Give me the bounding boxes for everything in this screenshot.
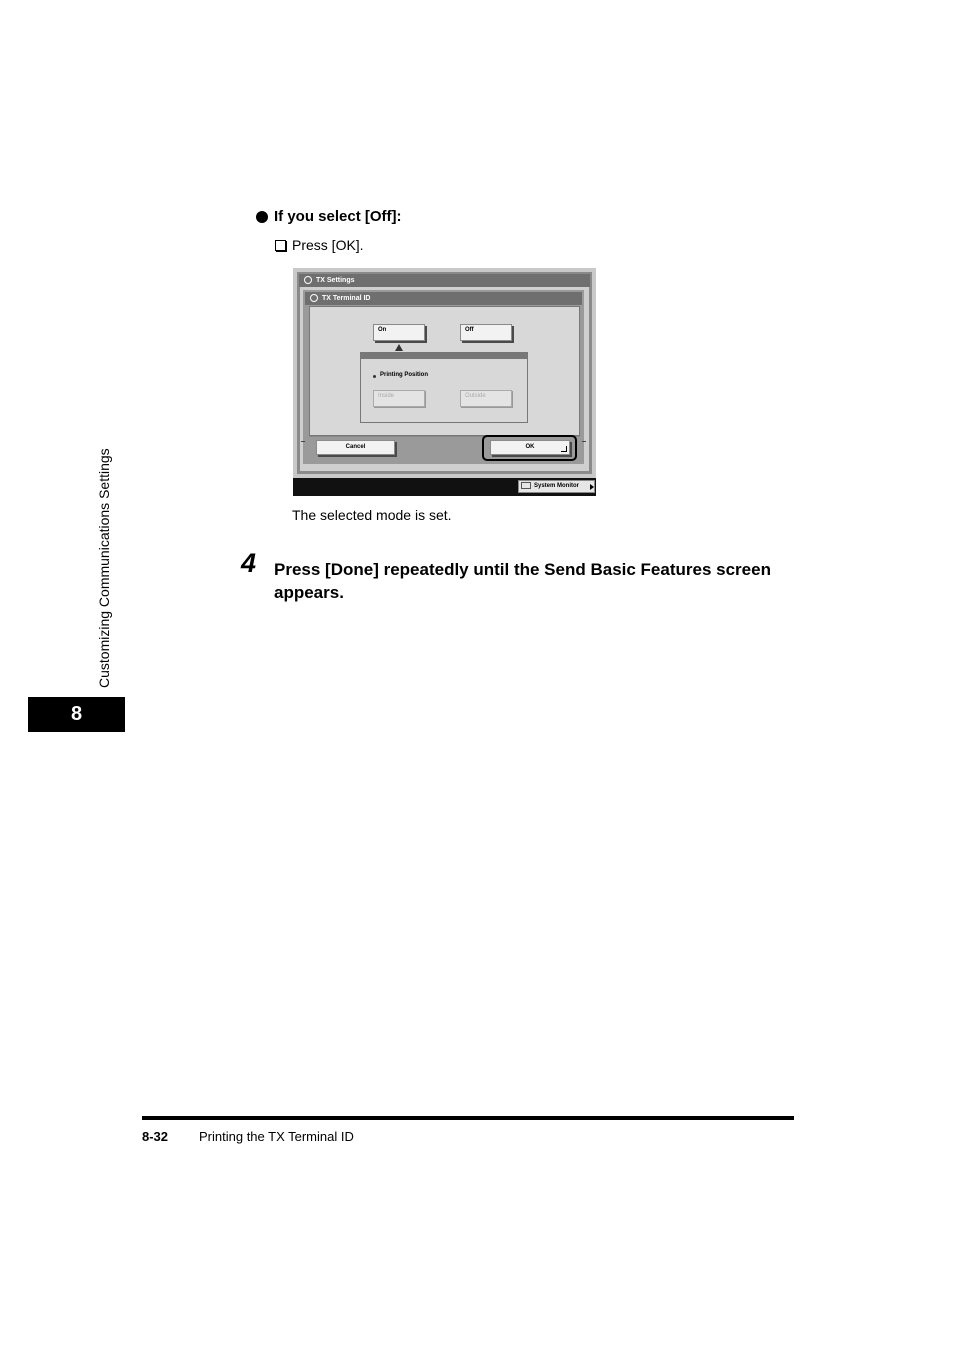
page-number: 8-32 bbox=[142, 1129, 169, 1144]
bullet-icon bbox=[256, 211, 268, 223]
settings-icon bbox=[304, 276, 312, 284]
divider-tick bbox=[301, 441, 305, 442]
tx-settings-title: TX Settings bbox=[316, 277, 355, 284]
step-number: 4 bbox=[241, 548, 257, 578]
chevron-right-icon bbox=[590, 484, 594, 490]
bullet-heading: If you select [Off]: bbox=[274, 208, 402, 225]
step-text: Press [Done] repeatedly until the Send Basic Features screen appears. bbox=[274, 560, 771, 602]
selection-arrow-icon bbox=[395, 344, 403, 351]
off-button[interactable]: Off bbox=[460, 324, 512, 341]
substep-text: Press [OK]. bbox=[292, 237, 364, 253]
page-footer-title: Printing the TX Terminal ID bbox=[199, 1129, 354, 1144]
tx-terminal-id-titlebar bbox=[305, 292, 582, 305]
ok-button[interactable]: OK bbox=[490, 440, 570, 455]
printing-position-label: Printing Position bbox=[380, 372, 428, 378]
cancel-button[interactable]: Cancel bbox=[316, 440, 395, 455]
divider-tick bbox=[582, 441, 586, 442]
system-monitor-button[interactable]: System Monitor bbox=[518, 480, 595, 493]
settings-icon bbox=[310, 294, 318, 302]
bullet-dot-icon bbox=[373, 375, 376, 378]
outside-button[interactable]: Outside bbox=[460, 390, 512, 407]
on-button[interactable]: On bbox=[373, 324, 425, 341]
tx-settings-titlebar bbox=[299, 274, 590, 287]
panel-header-bar bbox=[361, 353, 527, 359]
chapter-tab: 8 bbox=[28, 697, 125, 732]
tx-terminal-id-title: TX Terminal ID bbox=[322, 295, 371, 302]
chapter-side-label: Customizing Communications Settings bbox=[96, 448, 112, 688]
screenshot-caption: The selected mode is set. bbox=[292, 507, 452, 523]
printing-position-panel bbox=[360, 352, 528, 423]
inside-button[interactable]: Inside bbox=[373, 390, 425, 407]
monitor-icon bbox=[521, 482, 531, 489]
corner-mark-icon bbox=[561, 446, 567, 452]
footer-rule bbox=[142, 1116, 794, 1120]
checkbox-icon bbox=[275, 240, 286, 251]
